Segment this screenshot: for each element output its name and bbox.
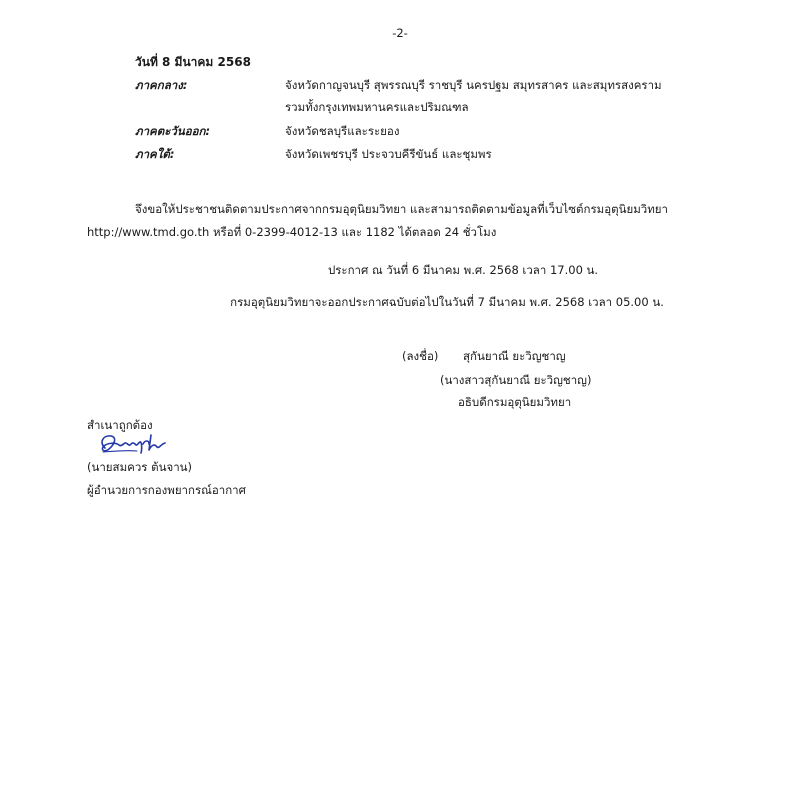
page-number: -2- [392,26,408,40]
certified-copy-name: (นายสมควร ต้นจาน) [87,460,192,474]
certified-copy-position: ผู้อำนวยการกองพยากรณ์อากาศ [87,483,246,497]
signature-full-name: (นางสาวสุกันยาณี ยะวิญชาญ) [440,373,592,387]
announcement-issued: ประกาศ ณ วันที่ 6 มีนาคม พ.ศ. 2568 เวลา 17.00 น. [327,263,599,277]
handwritten-signature [97,432,167,456]
region-central-line-1: จังหวัดกาญจนบุรี สุพรรณบุรี ราชบุรี นครปฐม สมุทรสาคร และสมุทรสงคราม [285,78,662,92]
region-label-south: ภาคใต้: [135,147,175,161]
certified-copy-label: สำเนาถูกต้อง [87,418,153,432]
region-label-central: ภาคกลาง: [135,78,188,92]
signature-prefix: (ลงชื่อ) [402,349,439,363]
signature-name: สุกันยาณี ยะวิญชาญ [463,349,566,363]
region-south-line-1: จังหวัดเพชรบุรี ประจวบคีรีขันธ์ และชุมพร [285,147,492,161]
region-east-line-1: จังหวัดชลบุรีและระยอง [285,124,400,138]
region-central-line-2: รวมทั้งกรุงเทพมหานครและปริมณฑล [285,100,469,114]
body-paragraph-line-1: จึงขอให้ประชาชนติดตามประกาศจากกรมอุตุนิยมวิทยา และสามารถติดตามข้อมูลที่เว็บไซต์กรมอุตุนิยมวิทยา [135,202,669,216]
announcement-next: กรมอุตุนิยมวิทยาจะออกประกาศฉบับต่อไปในวันที่ 7 มีนาคม พ.ศ. 2568 เวลา 05.00 น. [230,295,664,309]
region-label-east: ภาคตะวันออก: [135,124,211,138]
date-heading: วันที่ 8 มีนาคม 2568 [135,55,251,69]
body-paragraph-line-2: http://www.tmd.go.th หรือที่ 0-2399-4012-13 และ 1182 ได้ตลอด 24 ชั่วโมง [87,225,497,239]
signature-position: อธิบดีกรมอุตุนิยมวิทยา [458,395,572,409]
